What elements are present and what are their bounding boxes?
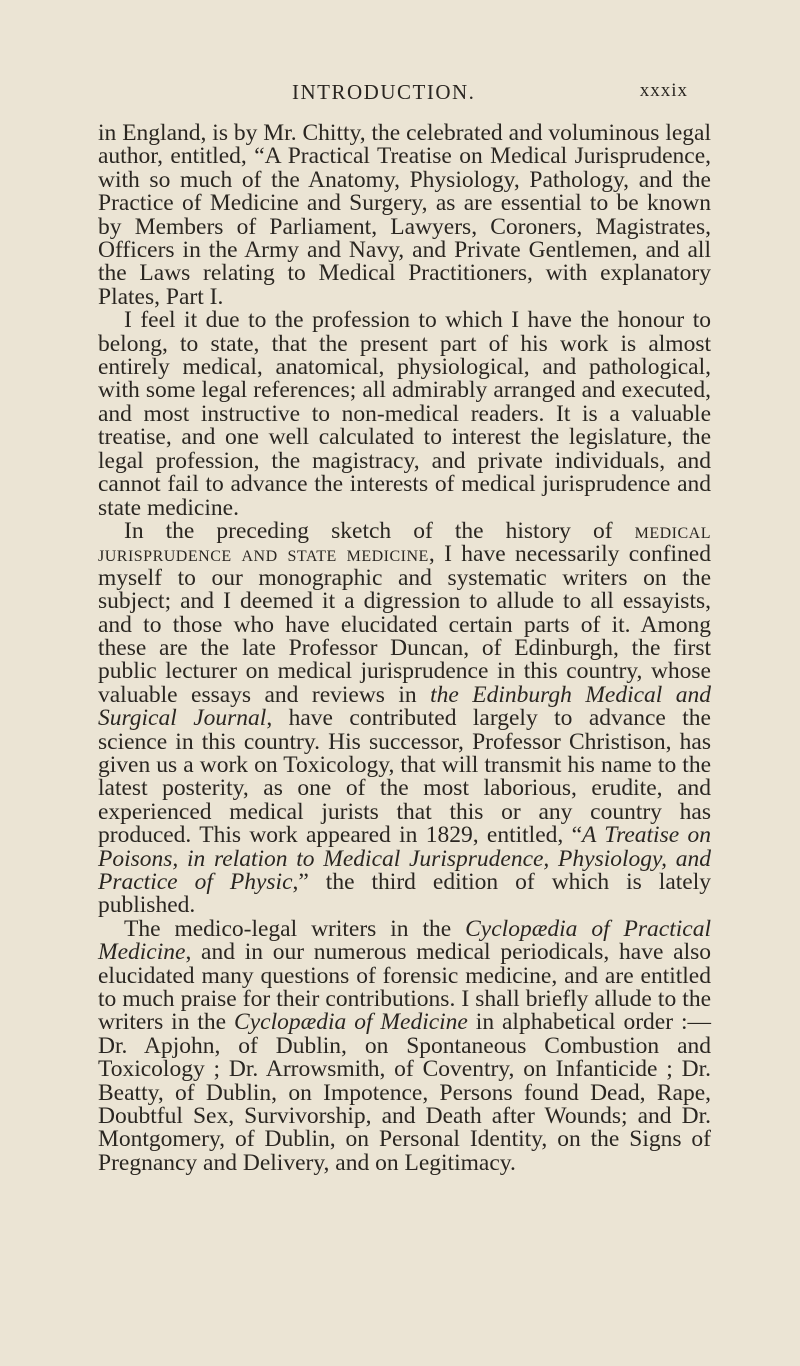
text-span: , and in our numerous medical periodicals, have also elucidated many questions of forensic medicine, and are entitled to much praise for their contributions. I shall briefly allude to the writers in the — [98, 939, 711, 1036]
small-caps-span: medical jurisprudence and state medicine — [98, 517, 711, 568]
italic-span: the Edinburgh Medical and Surgical Journal — [98, 681, 711, 732]
text-span: The medico-legal writers in the — [124, 915, 466, 942]
text-span: , I have necessarily confined myself to our monographic and systematic writers on the subject; and I deemed it a digression to allude to all essayists, and to those who have elucidated certain parts of it. Among these are the late Professor Duncan, of Edinburgh, the first public lecturer on medical jurisprudence in this country, whose valuable essays and reviews in — [98, 541, 711, 708]
page-number: xxxix — [639, 80, 688, 101]
italic-span: Cyclopædia of Practical Medicine — [98, 915, 711, 966]
paragraph — [98, 517, 711, 919]
text-span: in England, is by Mr. Chitty, the celebrated and voluminous legal author, entitled, “A Practical Treatise on Medical Jurisprudence, with so much of the Anatomy, Physiology, Pathology, and the Practice of Medicine and Surgery, as are essential to be known by Members of Parliament, Lawyers, Coroners, Magistrates, Officers in the Army and Navy, and Private Gentlemen, and all the Laws relating to Medical Practitioners, with explanatory Plates, Part I. — [98, 120, 711, 310]
body-text — [98, 122, 711, 1175]
text-span: in alphabetical order :—Dr. Apjohn, of Dublin, on Spontaneous Combustion and Toxicology ; Dr. Arrowsmith, of Coventry, on Infanticide ; Dr. Beatty, of Dublin, on Impotence, Persons found Dead, Rape, Doubtful Sex, Survivorship, and Death after Wounds; and Dr. Montgomery, of Dublin, on Personal Identity, on the Signs of Pregnancy and Delivery, and on Legitimacy. — [98, 1009, 711, 1176]
paragraph — [98, 915, 711, 1176]
running-title: INTRODUCTION. — [292, 80, 476, 104]
paragraph — [98, 122, 711, 309]
text-span: ,” the third edition of which is lately published. — [98, 869, 711, 919]
italic-span: Cyclopædia of Medicine — [234, 1009, 468, 1036]
paragraph — [98, 309, 711, 520]
text-span: I feel it due to the profession to which I have the honour to belong, to state, that the present part of his work is almost entirely medical, anatomical, physiological, and pathological, with some legal references; all admirably arranged and executed, and most instructive to non-medical readers. It is a valuable treatise, and one well calculated to interest the legislature, the legal profession, the magistracy, and private individuals, and cannot fail to advance the interests of medical jurisprudence and state medicine. — [98, 307, 711, 521]
running-head — [0, 80, 800, 110]
italic-span: A Treatise on Poisons, in relation to Medical Jurisprudence, Physiology, and Practice of Physic — [98, 822, 711, 895]
text-span: , have contributed largely to advance the science in this country. His successor, Professor Christison, has given us a work on Toxicology, that will transmit his name to the latest posterity, as one of the most laborious, erudite, and experienced medical jurists that this or any country has produced. This work appeared in 1829, entitled, “ — [98, 705, 711, 849]
text-span: In the preceding sketch of the history of — [124, 517, 635, 544]
